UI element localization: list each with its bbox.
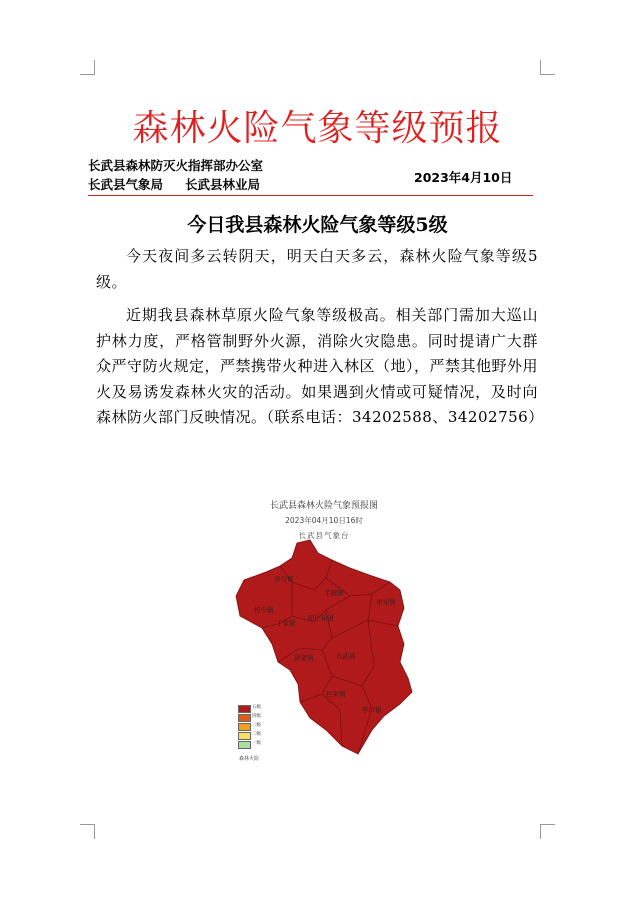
svg-text:丁家镇: 丁家镇 <box>276 619 296 627</box>
legend-swatch <box>238 714 251 722</box>
legend-label: 四级 <box>252 714 261 719</box>
legend-item-level5 <box>238 705 278 712</box>
legend-swatch <box>238 732 251 740</box>
legend-title: 森林火险 <box>239 756 260 762</box>
legend-swatch <box>238 723 251 731</box>
legend-swatch <box>238 741 251 749</box>
svg-text:相公镇: 相公镇 <box>254 606 274 614</box>
svg-text:芋园镇: 芋园镇 <box>324 589 344 597</box>
crop-mark-bottom-left <box>80 824 95 839</box>
forecast-subtitle: 今日我县森林火险气象等级5级 <box>187 214 448 236</box>
document-title: 森林火险气象等级预报 <box>132 108 503 149</box>
legend-label: 五级 <box>252 705 261 710</box>
legend-item-level2 <box>238 732 278 739</box>
svg-text:昭仁街道: 昭仁街道 <box>308 614 334 622</box>
paragraph-weather: 今天夜间多云转阴天，明天白天多云，森林火险气象等级5级。 <box>96 247 538 291</box>
map-source: 长武县气象台 <box>298 531 350 540</box>
svg-text:长武县: 长武县 <box>336 652 356 660</box>
issuer-line-1: 长武县森林防灭火指挥部办公室 <box>88 158 264 173</box>
issue-date: 2023年4月10日 <box>414 170 513 185</box>
legend-label: 三级 <box>252 723 261 728</box>
issuer-line-2 <box>88 175 260 193</box>
svg-text:枣元镇: 枣元镇 <box>376 598 396 606</box>
legend-item-level1 <box>238 741 278 748</box>
svg-text:巨家镇: 巨家镇 <box>326 690 346 698</box>
legend-label: 二级 <box>252 732 261 737</box>
svg-text:洪家镇: 洪家镇 <box>294 654 314 662</box>
legend-label: 一级 <box>252 741 261 746</box>
svg-text:亭口镇: 亭口镇 <box>362 706 382 714</box>
legend-swatch <box>238 705 251 713</box>
crop-mark-bottom-right <box>540 824 555 839</box>
legend-item-level4 <box>238 714 278 721</box>
crop-mark-top-left <box>80 60 95 75</box>
paragraph-advisory: 近期我县森林草原火险气象等级极高。相关部门需加大巡山护林力度，严格管制野外火源，消除火灾隐患。同时提请广大群众严守防火规定，严禁携带火种进入林区（地），严禁其他野外用火及易诱发森林火灾的活动。如果遇到火情或可疑情况，及时向森林防火部门反映情况。（联系电话：34202588、34202756） <box>96 306 544 426</box>
fire-risk-map <box>222 498 426 776</box>
map-timestamp: 2023年04月10日16时 <box>285 516 363 525</box>
legend-item-level3 <box>238 723 278 730</box>
crop-mark-top-right <box>540 60 555 75</box>
issuer-forestry-bureau: 长武县林业局 <box>185 177 261 192</box>
svg-text:彭公镇: 彭公镇 <box>274 575 294 583</box>
map-title: 长武县森林火险气象预报图 <box>269 501 378 511</box>
header-divider <box>88 195 533 196</box>
issuer-meteorology-bureau: 长武县气象局 <box>88 177 164 192</box>
